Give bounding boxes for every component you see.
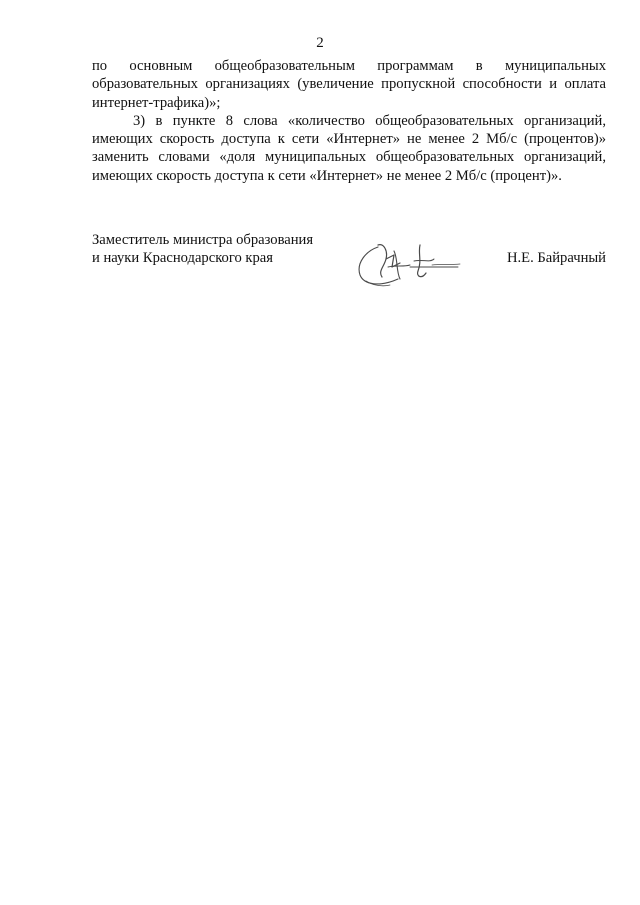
handwritten-signature (348, 237, 468, 291)
paragraph-item-3: 3) в пункте 8 слова «количество общеобразовательных организаций, имеющих скорость доступа к сети «Интернет» не менее 2 Мб/с (процентов)» заменить словами «доля муниципальных общеобразовательных организаций, имеющих скорость доступа к сети «Интернет» не менее 2 Мб/с (процент)». (92, 112, 606, 184)
signature-strokes (359, 245, 460, 286)
signatory-name: Н.Е. Байрачный (506, 250, 606, 267)
signatory-title-line-1: Заместитель министра образования (92, 232, 314, 248)
signature-block (92, 231, 606, 291)
page-number: 2 (316, 35, 324, 51)
signatory-title-line-2: и науки Краснодарского края (92, 250, 273, 267)
document-body (92, 57, 606, 185)
paragraph-continuation: по основным общеобразовательным программам в муниципальных образовательных организациях (увеличение пропускной способности и оплата интернет-трафика)»; (92, 58, 606, 111)
signatory-title (92, 231, 313, 268)
